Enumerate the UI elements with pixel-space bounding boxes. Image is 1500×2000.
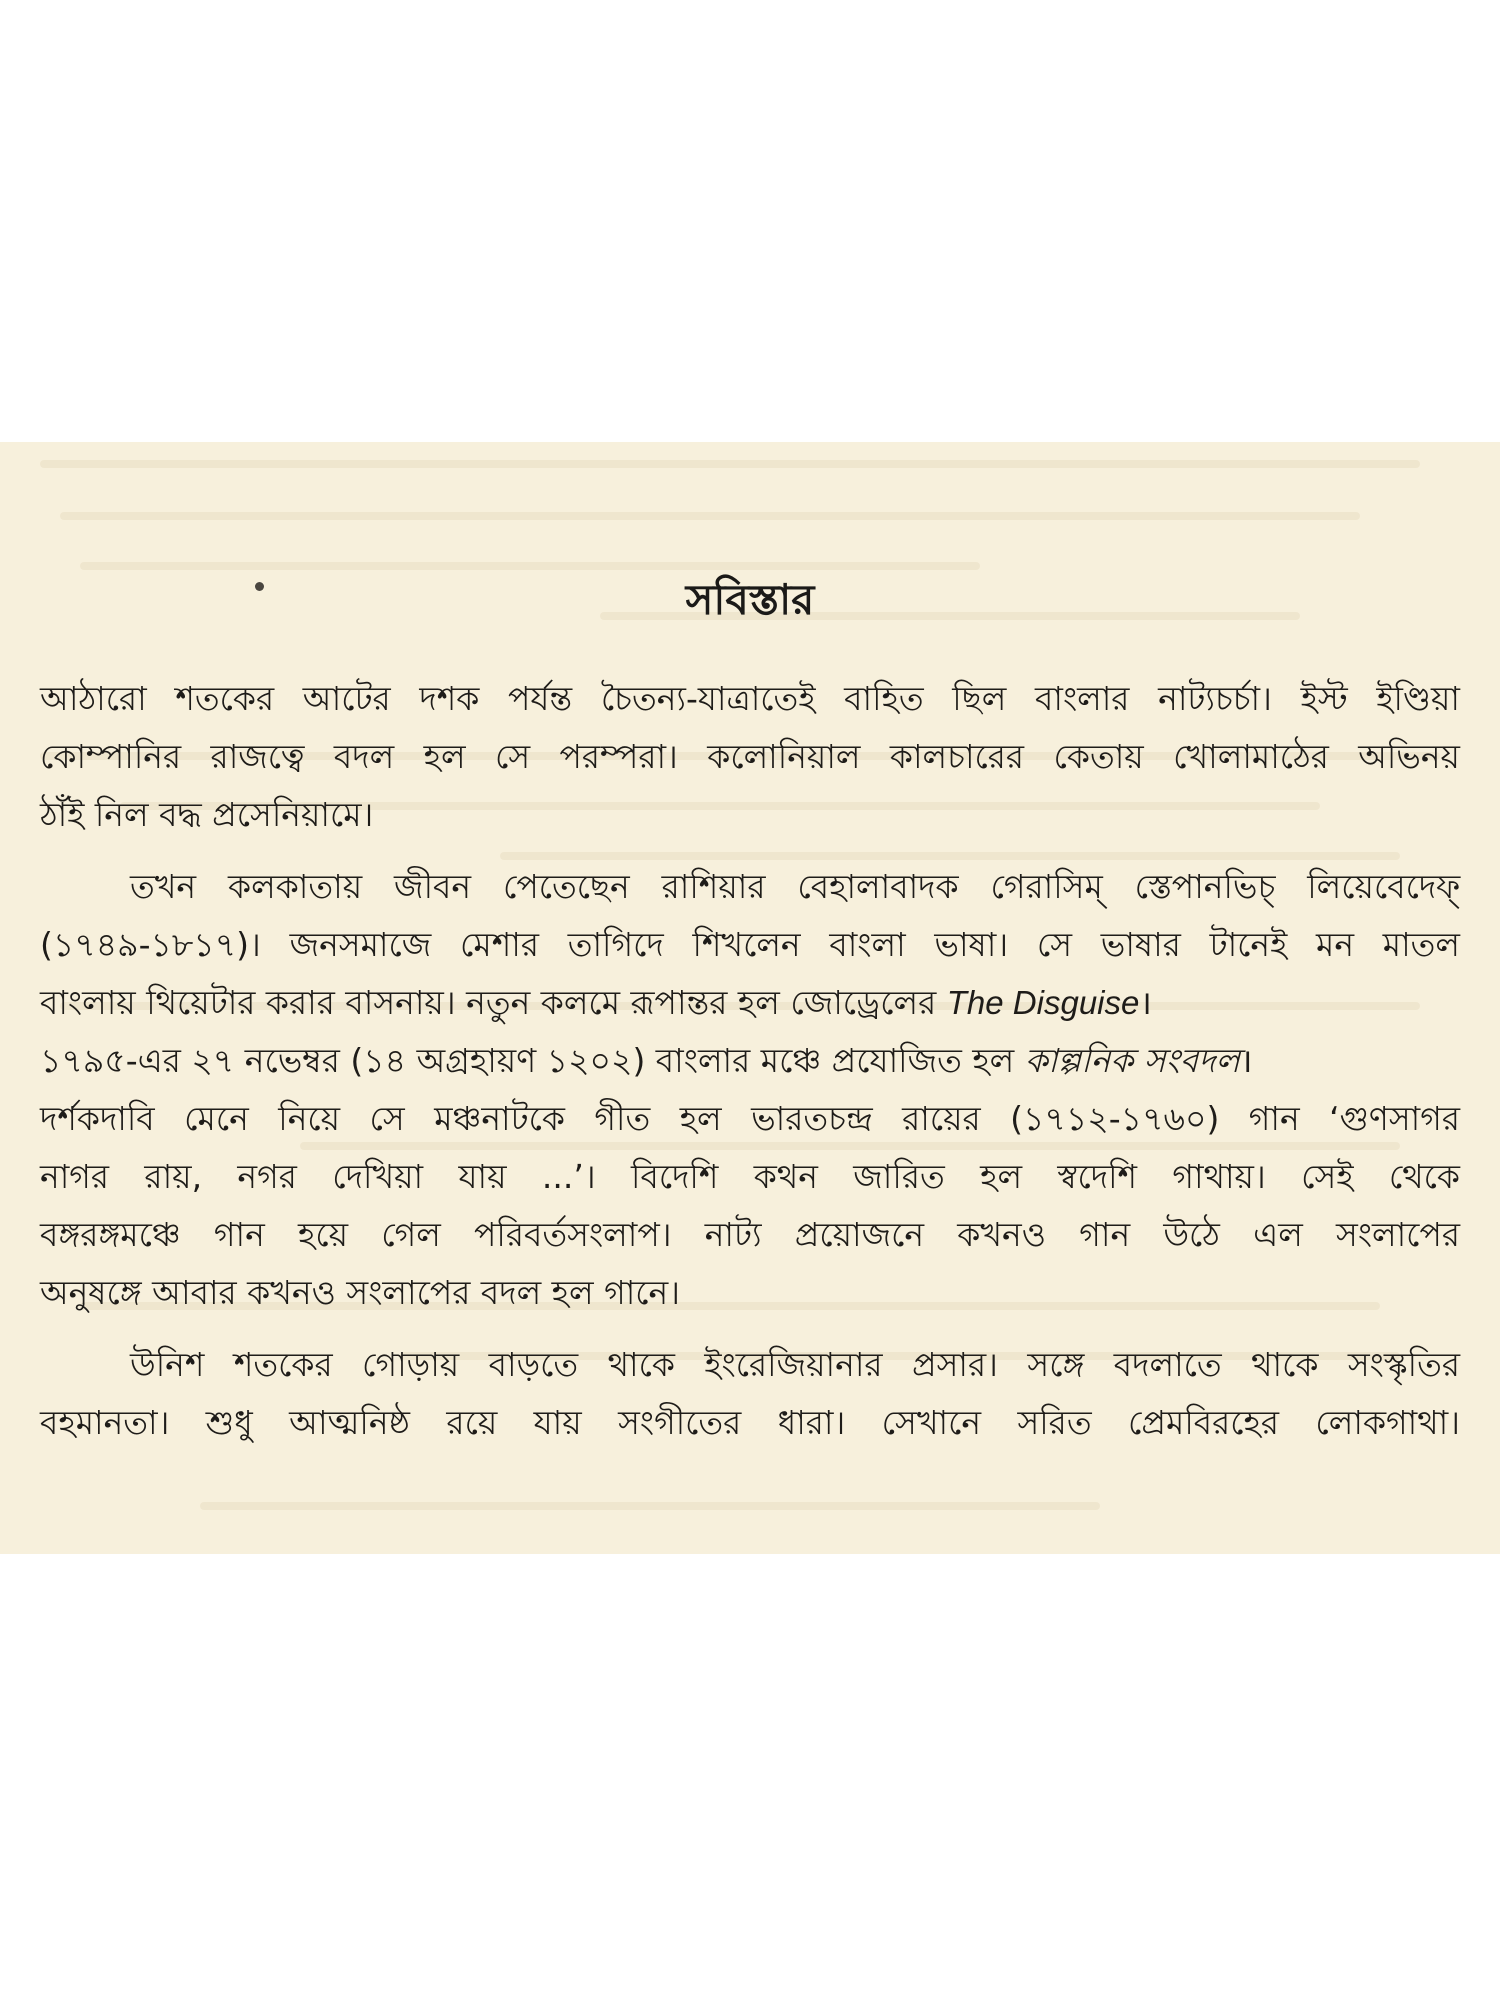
line-4-end-mark: । <box>1240 1041 1253 1080</box>
paragraph-2-line-3 <box>40 978 1460 1028</box>
paragraph-2-line-2: (১৭৪৯-১৮১৭)। জনসমাজে মেশার তাগিদে শিখলেন বাংলা ভাষা। সে ভাষার টানেই মন মাতল <box>40 925 1460 964</box>
scanned-page <box>0 442 1500 1554</box>
play-bengali-title: কাল্পনিক সংবদল <box>1024 1041 1241 1080</box>
section-heading: সবিস্তার <box>685 575 815 624</box>
play-title: The Disguise <box>946 984 1140 1021</box>
paragraph-1-line-1: আঠারো শতকের আটের দশক পর্যন্ত চৈতন্য-যাত্রাতেই বাহিত ছিল বাংলার নাট্যচর্চা। ইস্ট ইণ্ডিয়া <box>40 679 1460 718</box>
paragraph-2-line-8: অনুষঙ্গে আবার কখনও সংলাপের বদল হল গানে। <box>40 1273 681 1312</box>
line-4-text: ১৭৯৫-এর ২৭ নভেম্বর (১৪ অগ্রহায়ণ ১২০২) বাংলার মঞ্চে প্রযোজিত হল <box>40 1041 1015 1080</box>
paragraph-3-line-2: বহমানতা। শুধু আত্মনিষ্ঠ রয়ে যায় সংগীতের ধারা। সেখানে সরিত প্রেমবিরহের লোকগাথা। <box>40 1403 1460 1442</box>
paragraph-2-line-6: নাগর রায়, নগর দেখিয়া যায় ...’। বিদেশি কথন জারিত হল স্বদেশি গাথায়। সেই থেকে <box>40 1157 1460 1196</box>
line-3-text: বাংলায় থিয়েটার করার বাসনায়। নতুন কলমে রূপান্তর হল জোড্রেলের <box>40 983 937 1022</box>
paragraph-2-line-7: বঙ্গরঙ্গমঞ্চে গান হয়ে গেল পরিবর্তসংলাপ। নাট্য প্রয়োজনে কখনও গান উঠে এল সংলাপের <box>40 1215 1460 1254</box>
paragraph-2-line-5: দর্শকদাবি মেনে নিয়ে সে মঞ্চনাটকে গীত হল ভারতচন্দ্র রায়ের (১৭১২-১৭৬০) গান ‘গুণসাগর <box>40 1099 1460 1138</box>
paragraph-1-line-2: কোম্পানির রাজত্বে বদল হল সে পরম্পরা। কলোনিয়াল কালচারের কেতায় খোলামাঠের অভিনয় <box>40 737 1461 776</box>
paragraph-3-line-1: উনিশ শতকের গোড়ায় বাড়তে থাকে ইংরেজিয়ানার প্রসার। সঙ্গে বদলাতে থাকে সংস্কৃতির <box>130 1345 1460 1384</box>
paragraph-2-line-4 <box>40 1036 1460 1086</box>
paragraph-1-line-3: ঠাঁই নিল বদ্ধ প্রসেনিয়ামে। <box>40 795 374 834</box>
line-3-end-mark: । <box>1139 983 1152 1022</box>
paragraph-2-line-1: তখন কলকাতায় জীবন পেতেছেন রাশিয়ার বেহালাবাদক গেরাসিম্ স্তেপানভিচ্ লিয়েবেদেফ্ <box>130 867 1460 906</box>
